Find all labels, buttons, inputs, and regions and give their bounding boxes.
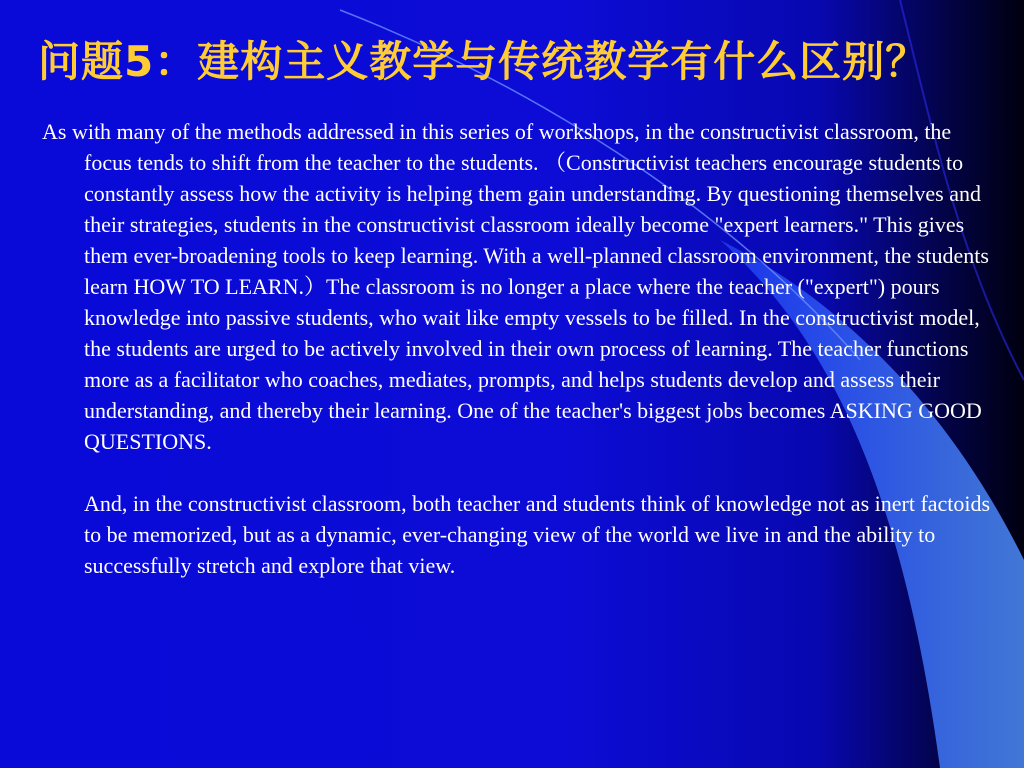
body-paragraph-1: As with many of the methods addressed in this series of workshops, in the constructivist classroom, the focus tends to shift from the teacher to the students. （Constructivist teachers encourage students to constantly assess how the activity is helping them gain understanding. By questioning themselves and their strategies, students in the constructivist classroom ideally become "expert learners." This gives them ever-broadening tools to keep learning. With a well-planned classroom environment, the students learn HOW TO LEARN.）The classroom is no longer a place where the teacher ("expert") pours knowledge into passive students, who wait like empty vessels to be filled. In the constructivist model, the students are urged to be actively involved in their own process of learning. The teacher functions more as a facilitator who coaches, mediates, prompts, and helps students develop and assess their understanding, and thereby their learning. One of the teacher's biggest jobs becomes ASKING GOOD QUESTIONS. <box>42 119 989 454</box>
slide-title: 问题5：建构主义教学与传统教学有什么区别？ <box>38 37 929 86</box>
body-paragraph-2: And, in the constructivist classroom, both teacher and students think of knowledge not as inert factoids to be memorized, but as a dynamic, ever-changing view of the world we live in and the ability to successfully stretch and explore that view. <box>84 491 991 578</box>
slide-body <box>42 116 992 581</box>
